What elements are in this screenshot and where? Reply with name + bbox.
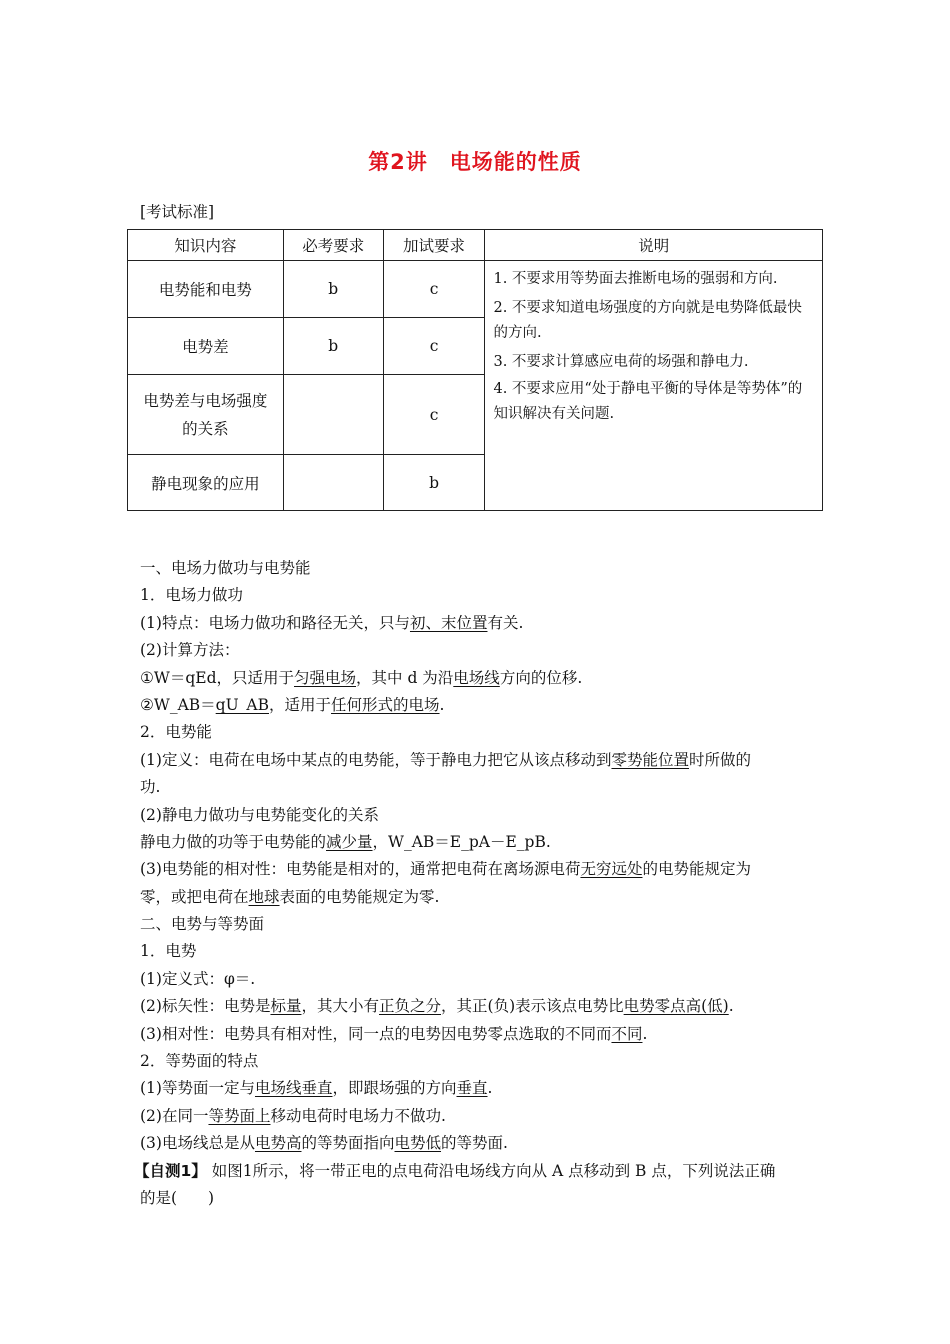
text-line: (1)定义式：φ＝. [140,969,256,988]
key-term: 垂直 [456,1079,488,1098]
key-term: 正负之分 [379,997,442,1016]
text-line: 的是( ) [140,1188,215,1207]
standards-table [127,229,823,511]
text-line: (2)静电力做功与电势能变化的关系 [140,805,379,824]
text-line: (3)相对性：电势具有相对性，同一点的电势因电势零点选取的不同而不同. [140,1024,648,1043]
key-term: 电场线垂直 [254,1079,333,1098]
note-item: 4. 不要求应用“处于静电平衡的导体是等势体”的知识解决有关问题. [493,381,803,422]
text-line: (1)特点：电场力做功和路径无关，只与初、末位置有关. [140,613,524,632]
text-line: 功. [140,778,161,797]
text-line: 静电力做的功等于电势能的减少量，W_AB＝E_pA－E_pB. [140,832,551,851]
table-cell-extra: c [383,318,485,375]
table-cell-content: 电势能和电势 [128,261,284,318]
key-term: 任何形式的电场 [331,695,440,714]
table-header-cell: 必考要求 [283,230,383,261]
text-line: ①W＝qEd，只适用于匀强电场，其中 d 为沿电场线方向的位移. [140,668,583,687]
key-term: 电势高 [254,1134,302,1153]
note-item: 2. 不要求知道电场强度的方向就是电势降低最快的方向. [493,300,802,341]
text-line: (3)电势能的相对性：电势能是相对的，通常把电荷在离场源电荷无穷远处的电势能规定为 [140,860,751,879]
section-heading: 一、电场力做功与电势能 [140,559,311,577]
subsection-heading: 1．电场力做功 [140,586,243,605]
table-cell-extra: b [383,455,485,511]
subsection-heading: 2．等势面的特点 [140,1052,259,1071]
key-term: 零势能位置 [611,750,689,769]
text-line: (1)定义：电荷在电场中某点的电势能，等于静电力把它从该点移动到零势能位置时所做的 [140,750,751,769]
page-title: 第2讲 电场能的性质 [368,150,582,174]
table-notes-cell [485,261,823,511]
table-header-cell: 知识内容 [128,230,284,261]
text-line: (3)电场线总是从电势高的等势面指向电势低的等势面. [140,1134,508,1153]
subsection-heading: 2．电势能 [140,723,212,742]
key-term: 减少量 [326,832,373,851]
note-item: 3. 不要求计算感应电荷的场强和静电力. [493,354,749,370]
section-heading: 二、电势与等势面 [140,915,265,934]
key-term: 初、末位置 [409,613,488,632]
subsection-heading: 1．电势 [140,942,197,961]
table-header-cell: 说明 [485,230,823,261]
table-cell-required [283,455,383,511]
table-cell-required: b [283,318,383,375]
key-term: 无穷远处 [580,860,643,879]
table-cell-required: b [283,261,383,318]
table-header-cell: 加试要求 [383,230,485,261]
key-term: 地球 [248,887,280,906]
text-line: ②W_AB＝qU_AB，适用于任何形式的电场. [140,695,445,714]
table-cell-content: 静电现象的应用 [128,455,284,511]
key-term: 匀强电场 [294,668,357,687]
note-item: 1. 不要求用等势面去推断电场的强弱和方向. [493,271,778,287]
standards-label: [考试标准] [140,203,215,221]
table-header-row [128,230,823,261]
table-cell-content: 电势差与电场强度的关系 [128,375,284,455]
table-row [128,261,823,318]
lecture-body [134,555,820,1212]
table-cell-content: 电势差 [128,318,284,375]
key-term: 等势面上 [208,1106,271,1125]
self-test-question: 【自测1】 如图1所示，将一带正电的点电荷沿电场线方向从 A 点移动到 B 点，下列说法正确 [134,1161,776,1180]
table-cell-required [283,375,383,455]
text-line: (2)计算方法： [140,641,240,660]
table-cell-extra: c [383,261,485,318]
text-line: 零，或把电荷在地球表面的电势能规定为零. [140,887,440,906]
key-term: 电场线 [453,668,500,687]
key-term: 电势零点高(低) [623,997,729,1016]
key-term: 标量 [270,997,302,1016]
self-test-tag: 【自测1】 [134,1161,207,1180]
text-line: (2)标矢性：电势是标量，其大小有正负之分，其正(负)表示该点电势比电势零点高(低). [140,997,734,1016]
text-line: (2)在同一等势面上移动电荷时电场力不做功. [140,1106,446,1125]
key-term: 电势低 [394,1134,442,1153]
table-cell-extra: c [383,375,485,455]
text-line: (1)等势面一定与电场线垂直，即跟场强的方向垂直. [140,1079,493,1098]
key-term: qU_AB [215,695,269,714]
key-term: 不同 [611,1024,643,1043]
